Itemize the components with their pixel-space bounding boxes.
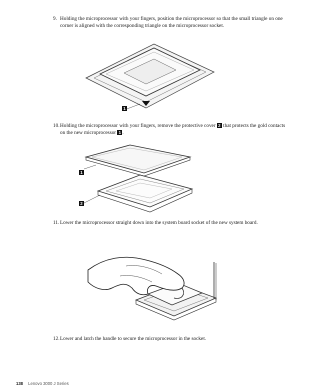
figure-insert-processor — [86, 236, 226, 328]
step-number: 9. — [53, 16, 57, 22]
step-12 — [53, 336, 288, 343]
callout-1: 1 — [118, 129, 122, 135]
step-text: Lower and latch the handle to secure the microprocessor in the socket. — [60, 336, 207, 342]
step-number: 12. — [53, 336, 60, 342]
callout-2: 2 — [80, 201, 83, 206]
footer-title: Lenovo 3000 J Series — [28, 381, 69, 386]
callout-2: 2 — [218, 123, 221, 129]
step-text: Holding the microprocessor with your fingers, remove the protective cover — [60, 123, 216, 129]
step-text: Holding the microprocessor with your fingers, position the microprocessor so that the small triangle on one corner is aligned with the corresponding triangle on the microprocessor socket. — [60, 16, 283, 29]
figure-align-processor — [80, 38, 220, 113]
step-text: that protects the gold contacts on the new microprocessor — [60, 123, 286, 136]
protective-cover-outline — [98, 175, 192, 207]
step-11 — [53, 220, 288, 227]
step-number: 11. — [53, 220, 60, 226]
step-text: Lower the microprocessor straight down into the system board socket of the new system board. — [60, 220, 258, 226]
callout-1: 1 — [80, 170, 83, 175]
figure-remove-cover — [80, 143, 220, 223]
step-10: 10. Holding the microprocessor with your fingers, remove the protective cover 2 that protects the gold contacts on the new microprocessor 1. — [53, 123, 286, 136]
callout-1: 1 — [123, 106, 126, 111]
step-number: 10. — [53, 123, 60, 129]
step-9 — [53, 16, 288, 29]
hand-illustration — [88, 257, 184, 295]
page-number: 138 — [16, 381, 23, 386]
page-footer — [16, 381, 69, 386]
